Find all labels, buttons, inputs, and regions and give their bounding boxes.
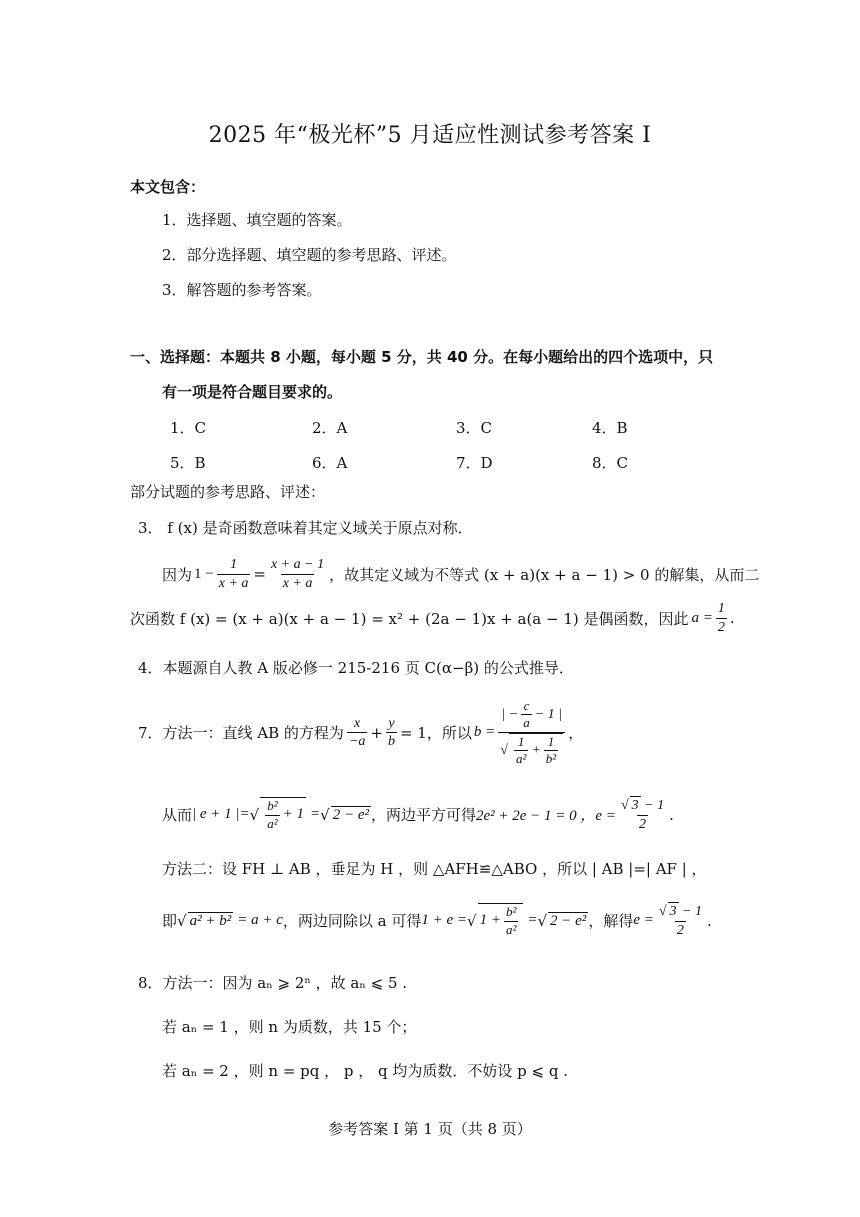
- q7-line2-prefix: 从而: [162, 806, 193, 824]
- q3-fraction-1: $\frac{1}{x + a}$: [218, 557, 249, 591]
- contents-item-2: 2．部分选择题、填空题的参考思路、评述。: [162, 246, 457, 264]
- q3-line3: 次函数 f (x) = (x + a)(x + a − 1) = x² + (2a − 1)x + a(a − 1) 是偶函数，因此 a = $\frac{1}{2}$ .: [130, 601, 735, 635]
- q7-answer-fraction-1: $\frac{√ 3 - 1}{2}$: [620, 798, 665, 832]
- q7-line1: 7．方法一：直线 AB 的方程为 $\frac{x}{-a}$ + $\frac{y}{b}$ = 1 ，所以 b = | − $\frac{c}{a}$ − 1 | √ $\frac{1}{\text{a²}}$ + $\frac{1}{\text{b²}}$ ，: [138, 698, 584, 766]
- q7-line4-prefix: 即: [162, 912, 178, 930]
- q7-line3: 方法二：设 FH ⊥ AB ，垂足为 H ，则 △AFH≌△ABO ，所以 | AB |=| AF | ，: [162, 860, 707, 878]
- q7-line4-mid: ，两边同除以 a 可得: [282, 912, 422, 930]
- q7-line2: 从而 | e + 1 |= √ $\frac{\text{b²}}{\text{a²}}$ + 1 = √ 2 − e² ，两边平方可得 2e² + 2e − 1 = 0 ，e = $\frac{√ 3 - 1}{2}$ .: [162, 798, 674, 832]
- q7-line4-end: ，解得: [588, 912, 634, 930]
- q3-fraction-2: $\frac{x + a - 1}{x + a}$: [270, 557, 325, 591]
- q7-line2-mid: ，两边平方可得: [370, 806, 476, 824]
- q7-fraction-b: | − $\frac{c}{a}$ − 1 | √ $\frac{1}{\text{a²}}$ + $\frac{1}{\text{b²}}$: [498, 698, 565, 767]
- q3-line2-suffix: ，故其定义域为不等式 (x + a)(x + a − 1) > 0 的解集，从而二: [329, 565, 760, 584]
- contents-heading: 本文包含：: [130, 178, 206, 196]
- q7-fraction-y: $\frac{y}{b}$: [387, 715, 395, 749]
- answer-6: 6．A: [312, 454, 348, 472]
- section1-heading-line2: 有一项是符合题目要求的。: [162, 383, 343, 401]
- contents-item-3: 3．解答题的参考答案。: [162, 281, 322, 299]
- q8-line1: 8．方法一：因为 aₙ ⩾ 2ⁿ ，故 aₙ ⩽ 5 .: [138, 974, 408, 992]
- answer-3: 3．C: [456, 419, 493, 437]
- q3-line1: 3． f (x) 是奇函数意味着其定义域关于原点对称．: [138, 519, 473, 537]
- page-footer: 参考答案 I 第 1 页（共 8 页）: [328, 1120, 532, 1138]
- answer-1: 1．C: [170, 419, 207, 437]
- q3-answer-fraction: $\frac{1}{2}$: [717, 601, 725, 635]
- q7-answer-fraction-2: $\frac{√ 3 - 1}{2}$: [658, 904, 702, 938]
- q8-line2: 若 aₙ = 1 ，则 n 为质数，共 15 个；: [162, 1018, 417, 1036]
- page-title: 2025 年“极光杯”5 月适应性测试参考答案 I: [208, 123, 652, 148]
- q3-line2: 因为 1 − $\frac{1}{x + a}$ = $\frac{x + a - 1}{x + a}$ ，故其定义域为不等式 (x + a)(x + a − 1) > 0 的解集，从而二: [162, 557, 760, 591]
- q3-line2-prefix: 因为: [162, 565, 193, 584]
- answer-5: 5．B: [170, 454, 206, 472]
- answer-8: 8．C: [592, 454, 629, 472]
- q3-line3-text: 次函数 f (x) = (x + a)(x + a − 1) = x² + (2a − 1)x + a(a − 1) 是偶函数，因此: [130, 609, 689, 628]
- answer-7: 7．D: [456, 454, 493, 472]
- q7-line4: 即 √ a² + b² = a + c ，两边同除以 a 可得 1 + e = √ 1 + $\frac{\text{b²}}{\text{a²}}$ = √ 2 − e² ，解得 e = $\frac{√ 3 - 1}{2}$ .: [162, 904, 712, 938]
- q7-fraction-x: $\frac{x}{-a}$: [348, 715, 366, 749]
- q4-line: 4．本题源自人教 A 版必修一 215-216 页 C(α−β) 的公式推导．: [138, 659, 574, 677]
- hints-heading: 部分试题的参考思路、评述：: [130, 483, 326, 501]
- q7-line1-mid: ，所以: [426, 724, 472, 742]
- answer-2: 2．A: [312, 419, 348, 437]
- contents-item-1: 1．选择题、填空题的答案。: [162, 211, 352, 229]
- q7-line1-prefix: 7．方法一：直线 AB 的方程为: [138, 724, 344, 742]
- answer-4: 4．B: [592, 419, 628, 437]
- q8-line3: 若 aₙ = 2 ，则 n = pq ， p ， q 均为质数．不妨设 p ⩽ q .: [162, 1062, 569, 1080]
- section1-heading-line1: 一、选择题：本题共 8 小题，每小题 5 分，共 40 分。在每小题给出的四个选项中，只: [130, 348, 714, 366]
